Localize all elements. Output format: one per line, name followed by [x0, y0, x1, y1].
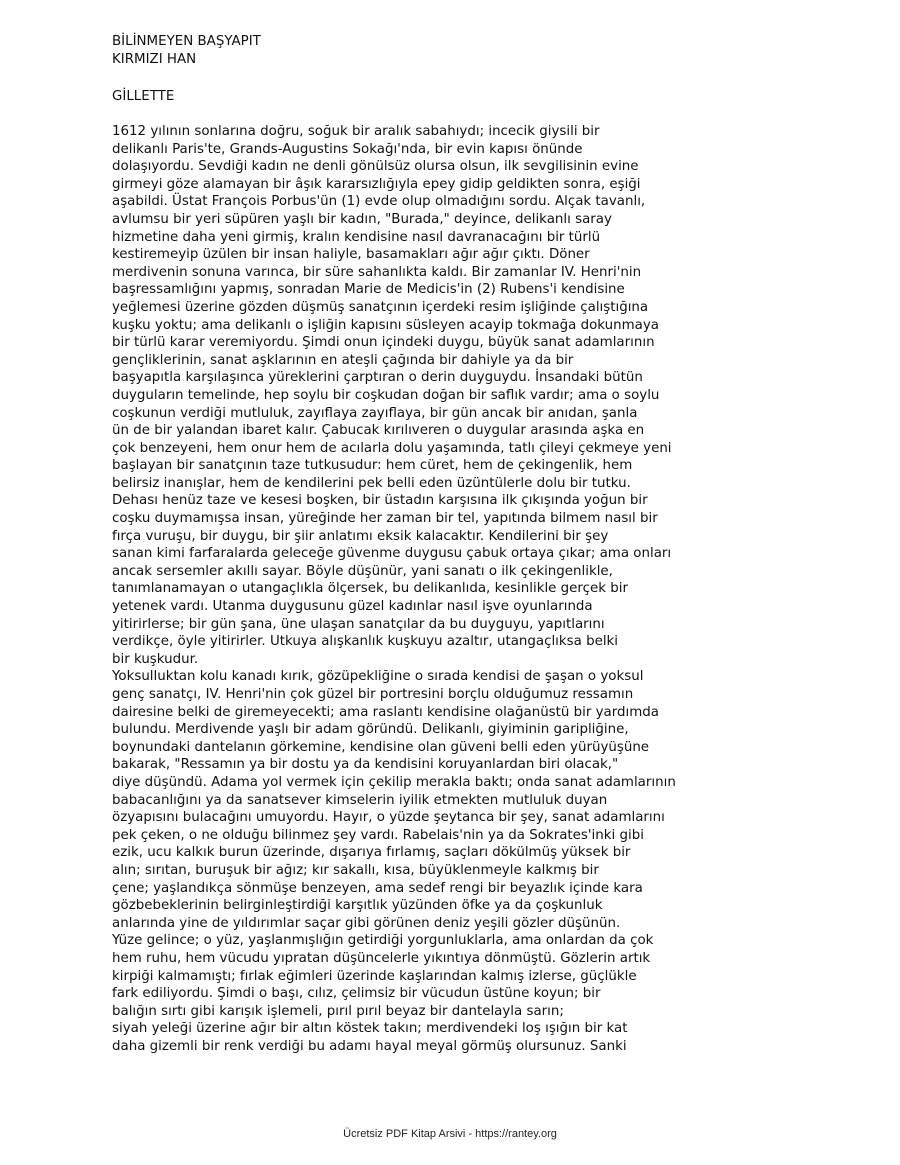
- text-line: başlayan bir sanatçının taze tutkusudur: hem cüret, hem de çekingenlik, hem: [112, 458, 633, 474]
- text-line: kestiremeyip üzülen bir insan haliyle, basamakları ağır ağır çıktı. Döner: [112, 247, 590, 263]
- text-line: coşkunun verdiği mutluluk, zayıflaya zayıflaya, bir gün ancak bir anıdan, şanla: [112, 405, 638, 421]
- text-line: bir türlü karar veremiyordu. Şimdi onun içindeki duygu, büyük sanat adamlarının: [112, 335, 655, 351]
- text-line: anlarında yine de yıldırımlar saçar gibi görünen deniz yeşili gözler düşünün.: [112, 915, 621, 931]
- text-line: alın; sırıtan, buruşuk bir ağız; kır sakallı, kısa, büyüklenmeyle kalkmış bir: [112, 862, 599, 878]
- text-line: yitirirlerse; bir gün şana, üne ulaşan sanatçılar da bu duyguyu, yapıtlarını: [112, 616, 605, 632]
- text-line: sanan kimi farfaralarda geleceğe güvenme duygusu çabuk ortaya çıkar; ama onları: [112, 546, 672, 562]
- text-line: dolaşıyordu. Sevdiği kadın ne denli gönülsüz olursa olsun, ilk sevgilisinin evine: [112, 159, 639, 175]
- footer-text: Ücretsiz PDF Kitap Arsivi - https://rantey.org: [343, 1128, 557, 1140]
- text-line: gözbebeklerinin belirginleştirdiği karşıtlık yüzünden öfke ya da çoşkunluk: [112, 898, 603, 914]
- text-line: genç sanatçı, IV. Henri'nin çok güzel bir portresini borçlu olduğumuz ressamın: [112, 687, 634, 702]
- text-line: delikanlı Paris'te, Grands-Augustins Sokağı'nda, bir evin kapısı önünde: [112, 141, 583, 157]
- text-line: başyapıtla karşılaşınca yüreklerini çarptıran o derin duyguydu. İnsandaki bütün: [112, 370, 643, 386]
- text-line: fark ediliyordu. Şimdi o başı, cılız, çelimsiz bir vücudun üstüne koyun; bir: [112, 986, 601, 1002]
- text-line: pek çeken, o ne olduğu bilinmez şey vardı. Rabelais'nin ya da Sokrates'inki gibi: [112, 827, 644, 843]
- text-line: ün de bir yalandan ibaret kalır. Çabucak kırılıveren o duygular arasında aşka en: [112, 423, 645, 439]
- text-line: çok benzeyeni, hem onur hem de acılarla dolu yaşamında, tatlı çileyi çekmeye yeni: [112, 440, 672, 456]
- text-line: bir kuşkudur.: [112, 651, 199, 667]
- text-line: merdivenin sonuna varınca, bir süre sahanlıkta kaldı. Bir zamanlar IV. Henri'nin: [112, 264, 642, 280]
- text-line: boynundaki dantelanın görkemine, kendisine olan güveni belli eden yürüyüşüne: [112, 739, 650, 755]
- text-line: dairesine belki de giremeyecekti; ama raslantı kendisine olağanüstü bir yardımda: [112, 704, 660, 720]
- text-line: başressamlığını yapmış, sonradan Marie de Medicis'in (2) Rubens'i kendisine: [112, 282, 625, 298]
- text-line: kirpiği kalmamıştı; fırlak eğimleri üzerinde kaşlarından kalmış izlerse, güçlükle: [112, 968, 637, 984]
- text-line: Dehası henüz taze ve kesesi boşken, bir üstadın karşısına ilk çıkışında yoğun bir: [112, 493, 648, 509]
- text-line: gençliklerinin, sanat aşklarının en ateşli çağında bir dahiyle ya da bir: [112, 352, 574, 368]
- text-line: babacanlığını ya da sanatsever kimselerin iyilik etmekten mutluluk duyan: [112, 792, 608, 808]
- text-line: bakarak, "Ressamın ya bir dostu ya da kendisini koruyanlardan biri olacak,": [112, 757, 619, 773]
- text-line: bulundu. Merdivende yaşlı bir adam göründü. Delikanlı, giyiminin garipliğine,: [112, 722, 629, 738]
- text-line: kuşku yoktu; ama delikanlı o işliğin kapısını süsleyen acayip tokmağa dokunmaya: [112, 317, 660, 333]
- text-line: hem ruhu, hem vücudu yıpratan düşüncelerle yıkıntıya dönmüştü. Gözlerin artık: [112, 950, 651, 966]
- text-line: ancak sersemler akıllı sayar. Böyle düşünür, yani sanatı o ilk çekingenlikle,: [112, 563, 613, 579]
- text-line: verdikçe, öyle yitirirler. Utkuya alışkanlık kuşkuyu azaltır, utangaçlıksa belki: [112, 634, 619, 650]
- text-line: fırça vuruşu, bir duygu, bir şiir anlatımı eksik kalacaktır. Kendilerini bir şey: [112, 528, 609, 544]
- text-line: daha gizemli bir renk verdiği bu adamı hayal meyal görmüş olursunuz. Sanki: [112, 1038, 627, 1054]
- text-line: Yüze gelince; o yüz, yaşlanmışlığın getirdiği yorgunluklarla, ama onlardan da çok: [112, 933, 654, 949]
- text-line: çene; yaşlandıkça sönmüşe benzeyen, ama sedef rengi bir beyazlık içinde kara: [112, 880, 643, 896]
- text-line: hizmetine daha yeni girmiş, kralın kendisine nasıl davranacağını bir türlü: [112, 229, 601, 245]
- text-line: Yoksulluktan kolu kanadı kırık, gözüpekliğine o sırada kendisi de şaşan o yoksul: [112, 669, 644, 685]
- text-line: aşabildi. Üstat François Porbus'ün (1) evde olup olmadığını sordu. Alçak tavanlı,: [112, 194, 646, 210]
- text-line: balığın sırtı gibi karışık işlemeli, pırıl pırıl beyaz bir dantelayla sarın;: [112, 1003, 564, 1019]
- text-line: coşku duymamışsa insan, yüreğinde her zaman bir tel, yapıtında bilmem nasıl bir: [112, 511, 658, 527]
- chapter-heading: GİLLETTE: [112, 89, 175, 104]
- text-line: yetenek vardı. Utanma duygusunu güzel kadınlar nasıl işve oyunlarında: [112, 599, 593, 615]
- text-line: duyguların temelinde, hep soylu bir coşkudan doğan bir saflık vardır; ama o soylu: [112, 387, 660, 403]
- text-line: yeğlemesi üzerine gözden düşmüş sanatçının içerdeki resim işliğinde çalıştığına: [112, 299, 649, 315]
- book-title: BİLİNMEYEN BAŞYAPIT: [112, 34, 261, 49]
- book-header: [112, 33, 261, 68]
- body-text: [112, 123, 882, 1055]
- text-line: girmeyi göze alamayan bir âşık kararsızlığıyla epey gidip geldikten sonra, eşiği: [112, 176, 641, 192]
- text-line: siyah yeleği üzerine ağır bir altın köstek takın; merdivendeki loş ışığın bir kat: [112, 1021, 628, 1037]
- text-line: belirsiz inanışlar, hem de kendilerini pek belli eden üzüntülerle dolu bir tutku.: [112, 475, 631, 491]
- text-line: diye düşündü. Adama yol vermek için çekilip merakla baktı; onda sanat adamlarının: [112, 774, 676, 790]
- text-line: avlumsu bir yeri süpüren yaşlı bir kadın, "Burada," deyince, delikanlı saray: [112, 211, 612, 227]
- text-line: 1612 yılının sonlarına doğru, soğuk bir aralık sabahıydı; incecik giysili bir: [112, 124, 600, 139]
- text-line: ezik, ucu kalkık burun üzerinde, dışarıya fırlamış, saçları dökülmüş yüksek bir: [112, 845, 631, 861]
- text-line: tanımlanamayan o utangaçlıkla ölçersek, bu delikanlıda, kesinlikle gerçek bir: [112, 581, 628, 597]
- book-subtitle: KIRMIZI HAN: [112, 51, 197, 67]
- text-line: özyapısını bulacağını umuyordu. Hayır, o yüzde şeytanca bir şey, sanat adamlarını: [112, 810, 665, 826]
